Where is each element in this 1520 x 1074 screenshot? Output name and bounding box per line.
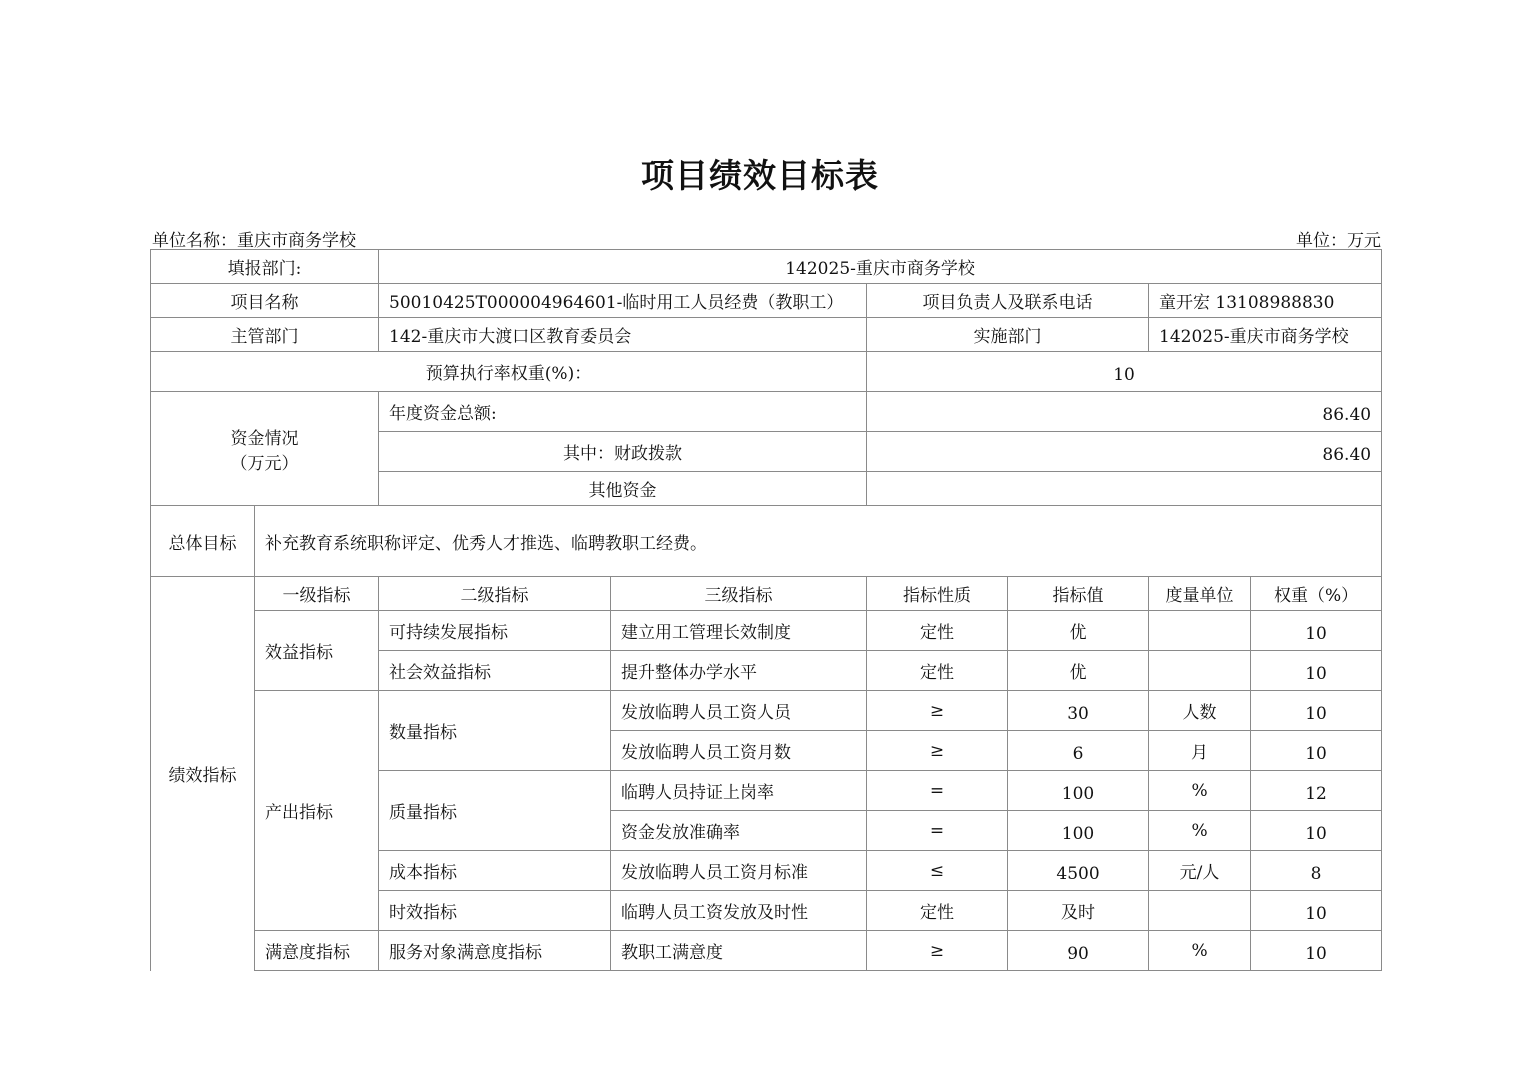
table-row bbox=[151, 931, 1382, 971]
nature-cell: 定性 bbox=[867, 891, 1008, 931]
perf-label: 绩效指标 bbox=[151, 577, 255, 971]
level1-satisfaction: 满意度指标 bbox=[255, 931, 379, 971]
overall-goal-label: 总体目标 bbox=[151, 506, 255, 577]
weight-cell: 10 bbox=[1251, 611, 1382, 651]
value-cell: 6 bbox=[1008, 731, 1149, 771]
funds-label bbox=[151, 392, 379, 506]
header-level3: 三级指标 bbox=[611, 577, 867, 611]
funds-label-line2: （万元） bbox=[230, 453, 299, 474]
unit-cell: 人数 bbox=[1149, 691, 1251, 731]
funds-total-label: 年度资金总额: bbox=[379, 392, 867, 432]
competent-dept-label: 主管部门 bbox=[151, 318, 379, 352]
funds-total-value: 86.40 bbox=[867, 392, 1382, 432]
level2-cell: 成本指标 bbox=[379, 851, 611, 891]
project-name-value: 50010425T000004964601-临时用工人员经费（教职工） bbox=[379, 284, 867, 318]
table-row bbox=[151, 691, 1382, 731]
value-cell: 30 bbox=[1008, 691, 1149, 731]
page-title: 项目绩效目标表 bbox=[641, 156, 879, 195]
header-unit: 度量单位 bbox=[1149, 577, 1251, 611]
unit-cell: % bbox=[1149, 931, 1251, 971]
budget-weight-value: 10 bbox=[867, 352, 1382, 392]
level1-benefit: 效益指标 bbox=[255, 611, 379, 691]
level3-cell: 资金发放准确率 bbox=[611, 811, 867, 851]
competent-dept-value: 142-重庆市大渡口区教育委员会 bbox=[379, 318, 867, 352]
weight-cell: 10 bbox=[1251, 731, 1382, 771]
header-nature: 指标性质 bbox=[867, 577, 1008, 611]
nature-cell: = bbox=[867, 771, 1008, 811]
header-level2: 二级指标 bbox=[379, 577, 611, 611]
level3-cell: 建立用工管理长效制度 bbox=[611, 611, 867, 651]
unit-cell: % bbox=[1149, 771, 1251, 811]
impl-dept-label: 实施部门 bbox=[867, 318, 1149, 352]
level3-cell: 提升整体办学水平 bbox=[611, 651, 867, 691]
level3-cell: 教职工满意度 bbox=[611, 931, 867, 971]
value-cell: 优 bbox=[1008, 651, 1149, 691]
value-cell: 100 bbox=[1008, 771, 1149, 811]
funds-label-line1: 资金情况 bbox=[230, 428, 299, 449]
level3-cell: 临聘人员持证上岗率 bbox=[611, 771, 867, 811]
unit-cell: % bbox=[1149, 811, 1251, 851]
funds-fiscal-value: 86.40 bbox=[867, 432, 1382, 472]
level1-output: 产出指标 bbox=[255, 691, 379, 931]
weight-cell: 10 bbox=[1251, 651, 1382, 691]
weight-cell: 8 bbox=[1251, 851, 1382, 891]
unit-cell: 月 bbox=[1149, 731, 1251, 771]
currency-unit: 单位：万元 bbox=[1296, 231, 1381, 251]
funds-other-label: 其他资金 bbox=[379, 472, 867, 506]
level2-cell: 时效指标 bbox=[379, 891, 611, 931]
nature-cell: 定性 bbox=[867, 611, 1008, 651]
value-cell: 优 bbox=[1008, 611, 1149, 651]
weight-cell: 12 bbox=[1251, 771, 1382, 811]
level3-cell: 发放临聘人员工资人员 bbox=[611, 691, 867, 731]
nature-cell: = bbox=[867, 811, 1008, 851]
contact-value: 童开宏 13108988830 bbox=[1149, 284, 1382, 318]
performance-table bbox=[150, 249, 1382, 971]
level2-cell: 数量指标 bbox=[379, 691, 611, 771]
nature-cell: ≥ bbox=[867, 691, 1008, 731]
contact-label: 项目负责人及联系电话 bbox=[867, 284, 1149, 318]
budget-weight-label: 预算执行率权重(%)： bbox=[151, 352, 867, 392]
value-cell: 及时 bbox=[1008, 891, 1149, 931]
level2-cell: 社会效益指标 bbox=[379, 651, 611, 691]
level2-cell: 质量指标 bbox=[379, 771, 611, 851]
level3-cell: 发放临聘人员工资月标准 bbox=[611, 851, 867, 891]
unit-name: 单位名称：重庆市商务学校 bbox=[152, 231, 356, 251]
fill-dept-value: 142025-重庆市商务学校 bbox=[379, 250, 1382, 284]
header-value: 指标值 bbox=[1008, 577, 1149, 611]
unit-cell bbox=[1149, 891, 1251, 931]
unit-cell: 元/人 bbox=[1149, 851, 1251, 891]
nature-cell: 定性 bbox=[867, 651, 1008, 691]
project-name-label: 项目名称 bbox=[151, 284, 379, 318]
header-weight: 权重（%） bbox=[1251, 577, 1382, 611]
unit-cell bbox=[1149, 651, 1251, 691]
header-level1: 一级指标 bbox=[255, 577, 379, 611]
weight-cell: 10 bbox=[1251, 691, 1382, 731]
unit-cell bbox=[1149, 611, 1251, 651]
level3-cell: 临聘人员工资发放及时性 bbox=[611, 891, 867, 931]
weight-cell: 10 bbox=[1251, 891, 1382, 931]
weight-cell: 10 bbox=[1251, 811, 1382, 851]
fill-dept-label: 填报部门: bbox=[151, 250, 379, 284]
nature-cell: ≤ bbox=[867, 851, 1008, 891]
level2-cell: 可持续发展指标 bbox=[379, 611, 611, 651]
level3-cell: 发放临聘人员工资月数 bbox=[611, 731, 867, 771]
funds-other-value bbox=[867, 472, 1382, 506]
value-cell: 100 bbox=[1008, 811, 1149, 851]
funds-fiscal-label: 其中：财政拨款 bbox=[379, 432, 867, 472]
value-cell: 90 bbox=[1008, 931, 1149, 971]
weight-cell: 10 bbox=[1251, 931, 1382, 971]
impl-dept-value: 142025-重庆市商务学校 bbox=[1149, 318, 1382, 352]
nature-cell: ≥ bbox=[867, 731, 1008, 771]
table-row bbox=[151, 611, 1382, 651]
value-cell: 4500 bbox=[1008, 851, 1149, 891]
level2-cell: 服务对象满意度指标 bbox=[379, 931, 611, 971]
overall-goal-text: 补充教育系统职称评定、优秀人才推选、临聘教职工经费。 bbox=[255, 506, 1382, 577]
nature-cell: ≥ bbox=[867, 931, 1008, 971]
